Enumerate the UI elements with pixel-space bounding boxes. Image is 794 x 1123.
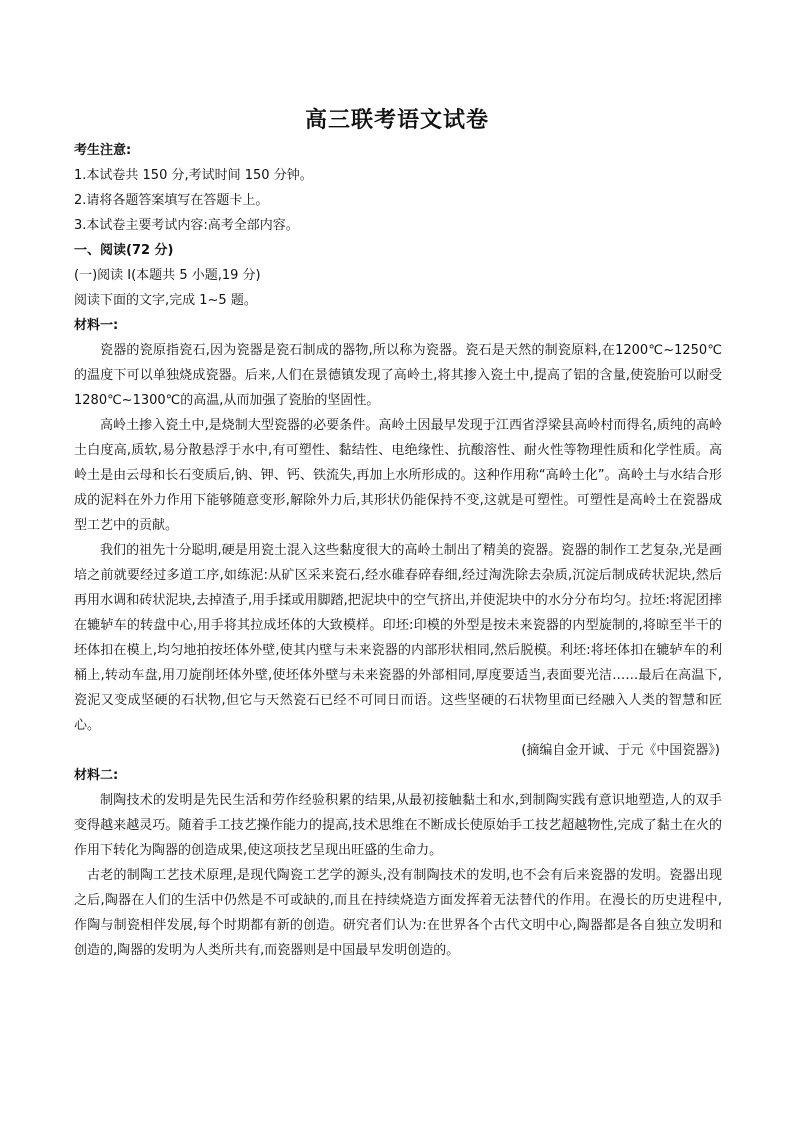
material-one-paragraph: 瓷器的瓷原指瓷石,因为瓷器是瓷石制成的器物,所以称为瓷器。瓷石是天然的制瓷原料,在1200℃~1250℃的温度下可以单独烧成瓷器。后来,人们在景德镇发现了高岭土,将其掺入瓷土中,提高了铝的含量,使瓷胎可以耐受 1280℃~1300℃的高温,从而加强了瓷胎的坚固性。 [74, 343, 722, 408]
document-body [74, 138, 722, 963]
notice-item: 1.本试卷共 150 分,考试时间 150 分钟。 [74, 168, 313, 183]
notice-heading: 考生注意: [74, 143, 132, 158]
material-one-source: (摘编自金开诚、于元《中国瓷器》) [521, 743, 720, 758]
reading-instruction: 阅读下面的文字,完成 1~5 题。 [74, 293, 257, 308]
section-heading: 一、阅读(72 分) [74, 243, 174, 258]
material-two-paragraph: 制陶技术的发明是先民生活和劳作经验积累的结果,从最初接触黏土和水,到制陶实践有意识地塑造,人的双手变得越来越灵巧。随着手工技艺操作能力的提高,技术思维在不断成长使原始手工技艺超越物性,完成了黏土在火的作用下转化为陶器的创造成果,使这项技艺呈现出旺盛的生命力。 [74, 793, 722, 858]
material-two-heading: 材料二: [74, 768, 119, 783]
notice-item: 2.请将各题答案填写在答题卡上。 [74, 193, 269, 208]
material-one-paragraph: 我们的祖先十分聪明,硬是用瓷土混入这些黏度很大的高岭土制出了精美的瓷器。瓷器的制作工艺复杂,光是画培之前就要经过多道工序,如练泥:从矿区采来瓷石,经水碓春碎春细,经过淘洗除去杂质,沉淀后制成砖状泥块,然后再用水调和砖状泥块,去掉渣子,用手揉或用脚踏,把泥块中的空气挤出,并使泥块中的水分分布均匀。拉坯:将泥团摔在辘轳车的转盘中心,用手将其拉成坯体的大致模样。印坯:印模的外型是按未来瓷器的内型旋制的,将晾至半干的坯体扣在模上,均匀地拍按坯体外壁,使其内壁与未来瓷器的内部形状相同,然后脱模。利坯:将坯体扣在辘轳车的利桶上,转动车盘,用刀旋削坯体外壁,使坯体外壁与未来瓷器的外部相同,厚度要适当,表面要光洁……最后在高温下,瓷泥又变成坚硬的石状物,但它与天然瓷石已经不可同日而语。这些坚硬的石状物里面已经融入人类的智慧和匠心。 [74, 543, 722, 733]
material-one-heading: 材料一: [74, 318, 119, 333]
section-subheading: (一)阅读 I(本题共 5 小题,19 分) [74, 268, 261, 283]
material-two-paragraph: 古老的制陶工艺技术原理,是现代陶瓷工艺学的源头,没有制陶技术的发明,也不会有后来瓷器的发明。瓷器出现之后,陶器在人们的生活中仍然是不可或缺的,而且在持续烧造方面发挥着无法替代的作用。在漫长的历史进程中,作陶与制瓷相伴发展,每个时期都有新的创造。研究者们认为:在世界各个古代文明中心,陶器都是各自独立发明和创造的,陶器的发明为人类所共有,而瓷器则是中国最早发明创造的。 [74, 868, 722, 958]
page-title: 高三联考语文试卷 [304, 107, 489, 133]
material-one-paragraph: 高岭土掺入瓷土中,是烧制大型瓷器的必要条件。高岭土因最早发现于江西省浮梁县高岭村而得名,质纯的高岭土白度高,质软,易分散悬浮于水中,有可塑性、黏结性、电绝缘性、抗酸溶性、耐火性等物理性质和化学性质。高岭土是由云母和长石变质后,钠、钾、钙、铁流失,再加上水所形成的。这种作用称“高岭土化”。高岭土与水结合形成的泥料在外力作用下能够随意变形,解除外力后,其形状仍能保持不变,这就是可塑性。可塑性是高岭土在瓷器成型工艺中的贡献。 [74, 418, 722, 533]
notice-item: 3.本试卷主要考试内容:高考全部内容。 [74, 218, 299, 233]
